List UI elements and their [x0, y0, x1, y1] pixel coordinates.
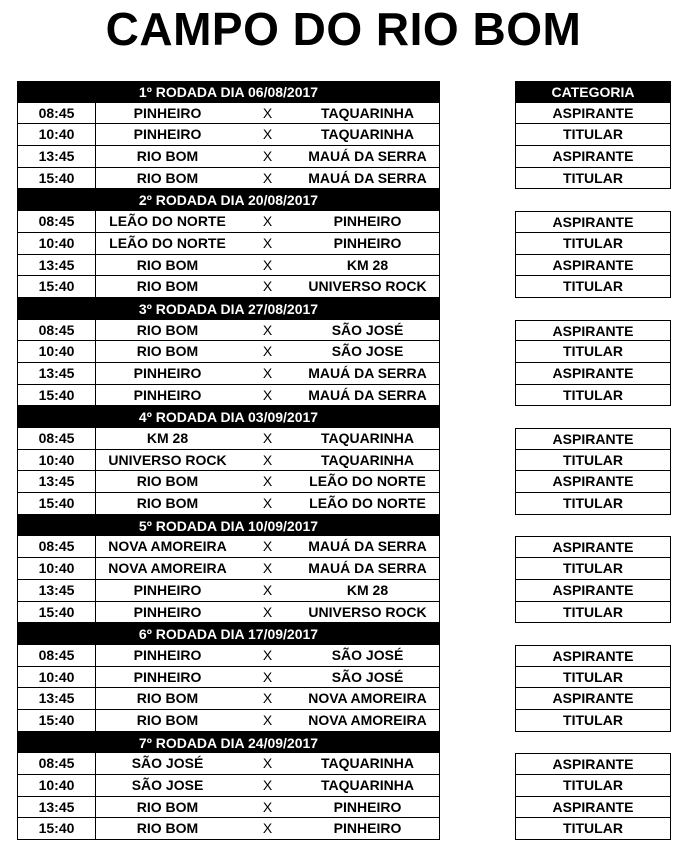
- match-row: [17, 341, 440, 363]
- category-spacer: [515, 298, 671, 320]
- match-time: 15:40: [18, 710, 96, 731]
- versus-mark: X: [262, 213, 273, 230]
- away-team: MAUÁ DA SERRA: [308, 560, 427, 577]
- match-row: [17, 667, 440, 689]
- category-spacer: [515, 623, 671, 645]
- match-time: 13:45: [18, 363, 96, 384]
- home-team: PINHEIRO: [133, 668, 202, 685]
- versus-mark: X: [262, 343, 273, 360]
- match-time: 15:40: [18, 385, 96, 406]
- match-row: [17, 124, 440, 146]
- away-team: KM 28: [346, 581, 389, 598]
- match-time: 13:45: [18, 471, 96, 492]
- versus-mark: X: [262, 581, 273, 598]
- away-team: MAUÁ DA SERRA: [308, 364, 427, 381]
- home-team: PINHEIRO: [133, 364, 202, 381]
- match-time: 10:40: [18, 667, 96, 688]
- versus-mark: X: [262, 451, 273, 468]
- match-row: [17, 710, 440, 732]
- home-team: PINHEIRO: [133, 126, 202, 143]
- away-team: TAQUARINHA: [320, 777, 415, 793]
- match-category: ASPIRANTE: [515, 797, 671, 819]
- match-row: [17, 233, 440, 255]
- away-team: TAQUARINHA: [320, 755, 415, 772]
- match-row: [17, 688, 440, 710]
- home-team: PINHEIRO: [133, 603, 202, 620]
- match-row: [17, 320, 440, 342]
- match-category: TITULAR: [515, 450, 671, 472]
- home-team: NOVA AMOREIRA: [108, 560, 227, 577]
- round-header: 4º RODADA DIA 03/09/2017: [17, 406, 440, 428]
- match-time: 13:45: [18, 688, 96, 709]
- match-row: [17, 168, 440, 190]
- round-header: 5º RODADA DIA 10/09/2017: [17, 515, 440, 537]
- versus-mark: X: [262, 646, 273, 663]
- home-team: UNIVERSO ROCK: [108, 451, 227, 468]
- match-time: 08:45: [18, 753, 96, 774]
- round-header: 6º RODADA DIA 17/09/2017: [17, 623, 440, 645]
- versus-mark: X: [262, 256, 273, 273]
- match-category: ASPIRANTE: [515, 471, 671, 493]
- match-category: TITULAR: [515, 385, 671, 407]
- match-time: 15:40: [18, 276, 96, 297]
- match-row: [17, 211, 440, 233]
- match-category: ASPIRANTE: [515, 363, 671, 385]
- home-team: PINHEIRO: [133, 646, 202, 663]
- match-category: ASPIRANTE: [515, 580, 671, 602]
- category-spacer: [515, 406, 671, 428]
- home-team: RIO BOM: [136, 711, 199, 728]
- schedule-table: [17, 81, 440, 840]
- match-category: ASPIRANTE: [515, 536, 671, 558]
- versus-mark: X: [262, 104, 273, 121]
- versus-mark: X: [262, 560, 273, 577]
- match-time: 08:45: [18, 103, 96, 124]
- match-time: 08:45: [18, 428, 96, 449]
- category-spacer: [515, 515, 671, 537]
- away-team: SÃO JOSE: [331, 343, 404, 360]
- match-row: [17, 536, 440, 558]
- match-row: [17, 775, 440, 797]
- match-time: 13:45: [18, 255, 96, 276]
- match-row: [17, 753, 440, 775]
- away-team: PINHEIRO: [333, 234, 402, 251]
- versus-mark: X: [262, 820, 273, 837]
- match-row: [17, 818, 440, 840]
- away-team: TAQUARINHA: [320, 126, 415, 143]
- home-team: RIO BOM: [136, 256, 199, 273]
- away-team: UNIVERSO ROCK: [308, 278, 427, 295]
- match-row: [17, 255, 440, 277]
- away-team: TAQUARINHA: [320, 430, 415, 446]
- category-spacer: [515, 189, 671, 211]
- home-team: RIO BOM: [136, 278, 199, 295]
- away-team: TAQUARINHA: [320, 451, 415, 468]
- away-team: MAUÁ DA SERRA: [308, 148, 427, 165]
- match-row: [17, 276, 440, 298]
- match-category: ASPIRANTE: [515, 103, 671, 125]
- away-team: LEÃO DO NORTE: [309, 473, 426, 490]
- away-team: PINHEIRO: [333, 820, 402, 837]
- home-team: RIO BOM: [136, 495, 199, 512]
- away-team: SÃO JOSÉ: [331, 321, 404, 338]
- versus-mark: X: [262, 711, 273, 728]
- match-category: TITULAR: [515, 124, 671, 146]
- versus-mark: X: [262, 777, 273, 793]
- versus-mark: X: [262, 234, 273, 251]
- match-category: ASPIRANTE: [515, 320, 671, 342]
- versus-mark: X: [262, 473, 273, 490]
- page-title: CAMPO DO RIO BOM: [105, 3, 582, 55]
- home-team: NOVA AMOREIRA: [108, 538, 227, 555]
- match-row: [17, 428, 440, 450]
- round-header: 7º RODADA DIA 24/09/2017: [17, 732, 440, 754]
- match-row: [17, 558, 440, 580]
- home-team: LEÃO DO NORTE: [109, 213, 226, 230]
- match-category: TITULAR: [515, 710, 671, 732]
- match-time: 13:45: [18, 580, 96, 601]
- match-time: 15:40: [18, 602, 96, 623]
- match-time: 13:45: [18, 797, 96, 818]
- category-spacer: [515, 732, 671, 754]
- match-category: TITULAR: [515, 493, 671, 515]
- category-table: [515, 81, 671, 840]
- away-team: NOVA AMOREIRA: [308, 711, 427, 728]
- match-category: TITULAR: [515, 168, 671, 190]
- match-category: ASPIRANTE: [515, 146, 671, 168]
- home-team: RIO BOM: [136, 148, 199, 165]
- match-time: 15:40: [18, 818, 96, 839]
- home-team: PINHEIRO: [133, 386, 202, 403]
- away-team: TAQUARINHA: [320, 104, 415, 121]
- away-team: PINHEIRO: [333, 213, 402, 230]
- match-row: [17, 471, 440, 493]
- round-header: 2º RODADA DIA 20/08/2017: [17, 189, 440, 211]
- versus-mark: X: [262, 798, 273, 815]
- home-team: RIO BOM: [136, 820, 199, 837]
- round-header: 3º RODADA DIA 27/08/2017: [17, 298, 440, 320]
- match-category: TITULAR: [515, 341, 671, 363]
- home-team: KM 28: [146, 430, 189, 446]
- versus-mark: X: [262, 690, 273, 707]
- away-team: MAUÁ DA SERRA: [308, 386, 427, 403]
- match-row: [17, 146, 440, 168]
- match-row: [17, 493, 440, 515]
- home-team: LEÃO DO NORTE: [109, 234, 226, 251]
- match-time: 10:40: [18, 775, 96, 796]
- match-category: ASPIRANTE: [515, 753, 671, 775]
- match-time: 10:40: [18, 558, 96, 579]
- home-team: RIO BOM: [136, 473, 199, 490]
- round-header: 1º RODADA DIA 06/08/2017: [17, 81, 440, 103]
- match-row: [17, 450, 440, 472]
- away-team: LEÃO DO NORTE: [309, 495, 426, 512]
- away-team: UNIVERSO ROCK: [308, 603, 427, 620]
- versus-mark: X: [262, 755, 273, 772]
- match-row: [17, 580, 440, 602]
- match-time: 08:45: [18, 645, 96, 666]
- match-time: 08:45: [18, 211, 96, 232]
- match-time: 08:45: [18, 320, 96, 341]
- match-time: 10:40: [18, 124, 96, 145]
- match-row: [17, 363, 440, 385]
- match-time: 10:40: [18, 341, 96, 362]
- versus-mark: X: [262, 430, 273, 446]
- match-category: ASPIRANTE: [515, 211, 671, 233]
- match-time: 13:45: [18, 146, 96, 167]
- away-team: NOVA AMOREIRA: [308, 690, 427, 707]
- match-category: TITULAR: [515, 602, 671, 624]
- match-time: 15:40: [18, 493, 96, 514]
- home-team: PINHEIRO: [133, 104, 202, 121]
- match-category: TITULAR: [515, 558, 671, 580]
- home-team: RIO BOM: [136, 343, 199, 360]
- match-time: 10:40: [18, 233, 96, 254]
- versus-mark: X: [262, 495, 273, 512]
- match-category: ASPIRANTE: [515, 255, 671, 277]
- versus-mark: X: [262, 603, 273, 620]
- match-row: [17, 103, 440, 125]
- match-category: ASPIRANTE: [515, 688, 671, 710]
- away-team: MAUÁ DA SERRA: [308, 538, 427, 555]
- versus-mark: X: [262, 126, 273, 143]
- match-time: 10:40: [18, 450, 96, 471]
- away-team: MAUÁ DA SERRA: [308, 169, 427, 186]
- match-category: TITULAR: [515, 276, 671, 298]
- away-team: SÃO JOSÉ: [331, 668, 404, 685]
- match-category: TITULAR: [515, 775, 671, 797]
- match-row: [17, 602, 440, 624]
- match-category: TITULAR: [515, 667, 671, 689]
- versus-mark: X: [262, 364, 273, 381]
- home-team: RIO BOM: [136, 169, 199, 186]
- versus-mark: X: [262, 538, 273, 555]
- versus-mark: X: [262, 169, 273, 186]
- home-team: RIO BOM: [136, 690, 199, 707]
- versus-mark: X: [262, 148, 273, 165]
- away-team: PINHEIRO: [333, 798, 402, 815]
- versus-mark: X: [262, 668, 273, 685]
- away-team: SÃO JOSÉ: [331, 646, 404, 663]
- match-row: [17, 385, 440, 407]
- home-team: RIO BOM: [136, 321, 199, 338]
- home-team: PINHEIRO: [133, 581, 202, 598]
- away-team: KM 28: [346, 256, 389, 273]
- match-row: [17, 797, 440, 819]
- home-team: SÃO JOSÉ: [131, 755, 204, 772]
- home-team: SÃO JOSE: [131, 777, 204, 793]
- match-category: TITULAR: [515, 233, 671, 255]
- match-time: 08:45: [18, 536, 96, 557]
- match-category: ASPIRANTE: [515, 645, 671, 667]
- versus-mark: X: [262, 321, 273, 338]
- match-category: ASPIRANTE: [515, 428, 671, 450]
- home-team: RIO BOM: [136, 798, 199, 815]
- versus-mark: X: [262, 278, 273, 295]
- category-header: CATEGORIA: [515, 81, 671, 103]
- match-category: TITULAR: [515, 818, 671, 840]
- match-row: [17, 645, 440, 667]
- versus-mark: X: [262, 386, 273, 403]
- match-time: 15:40: [18, 168, 96, 189]
